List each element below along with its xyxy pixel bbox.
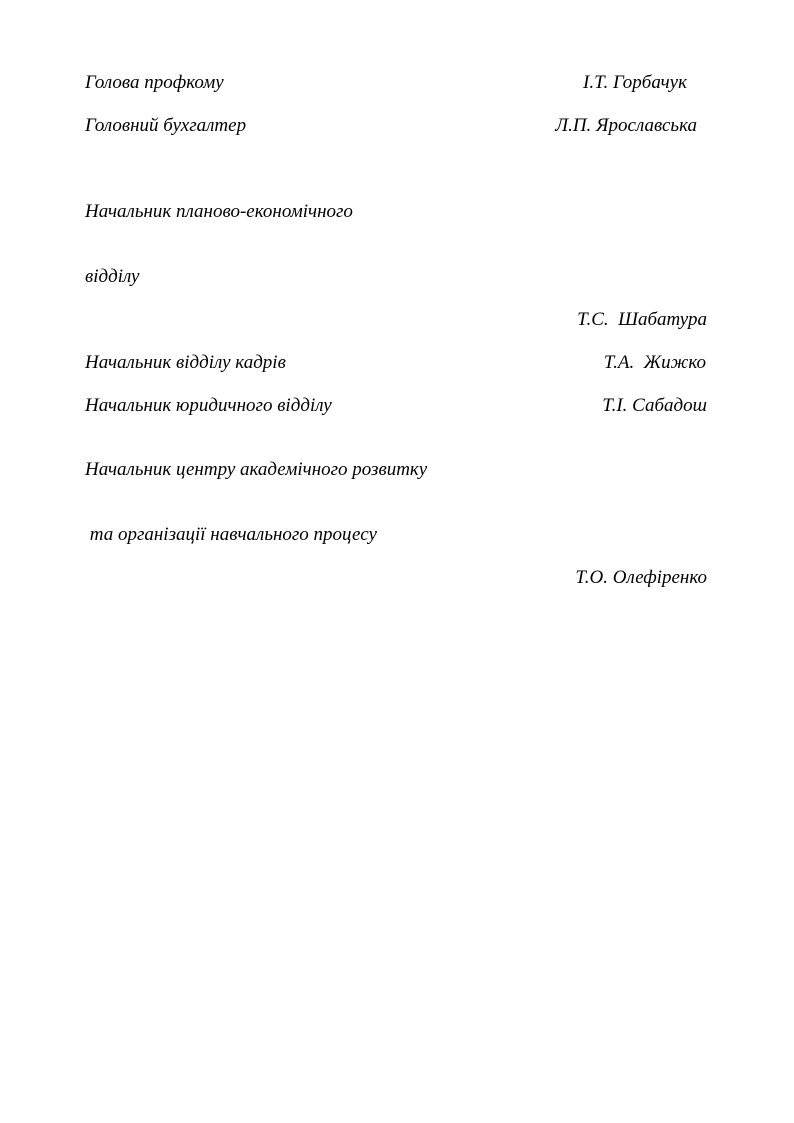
signature-name: Т.І. Сабадош <box>602 394 707 416</box>
signature-row <box>85 352 707 374</box>
signature-name: Т.А. Жижко <box>603 351 706 373</box>
signature-title-line: відділу <box>85 265 140 287</box>
signature-block <box>85 72 707 588</box>
signature-title-line: Начальник центру академічного розвитку <box>85 459 428 480</box>
signature-title-line: та організації навчального процесу <box>85 523 377 545</box>
signature-name: Т.С. Шабатура <box>577 308 707 330</box>
signature-title: Головний бухгалтер <box>85 115 247 136</box>
signature-row <box>85 115 707 137</box>
signature-title: Голова профкому <box>85 72 224 93</box>
signature-row <box>85 416 707 588</box>
signature-title <box>85 416 427 588</box>
signature-name: Т.О. Олефіренко <box>575 566 707 588</box>
signature-row <box>85 395 707 417</box>
signature-name: І.Т. Горбачук <box>583 72 687 93</box>
signature-row <box>85 158 707 330</box>
signature-row <box>85 72 707 94</box>
signature-title: Начальник юридичного відділу <box>85 394 332 416</box>
signature-title: Начальник відділу кадрів <box>85 351 286 373</box>
signature-name: Л.П. Ярославська <box>555 115 697 136</box>
signature-title-line: Начальник планово-економічного <box>85 201 353 222</box>
signature-title <box>85 158 353 330</box>
